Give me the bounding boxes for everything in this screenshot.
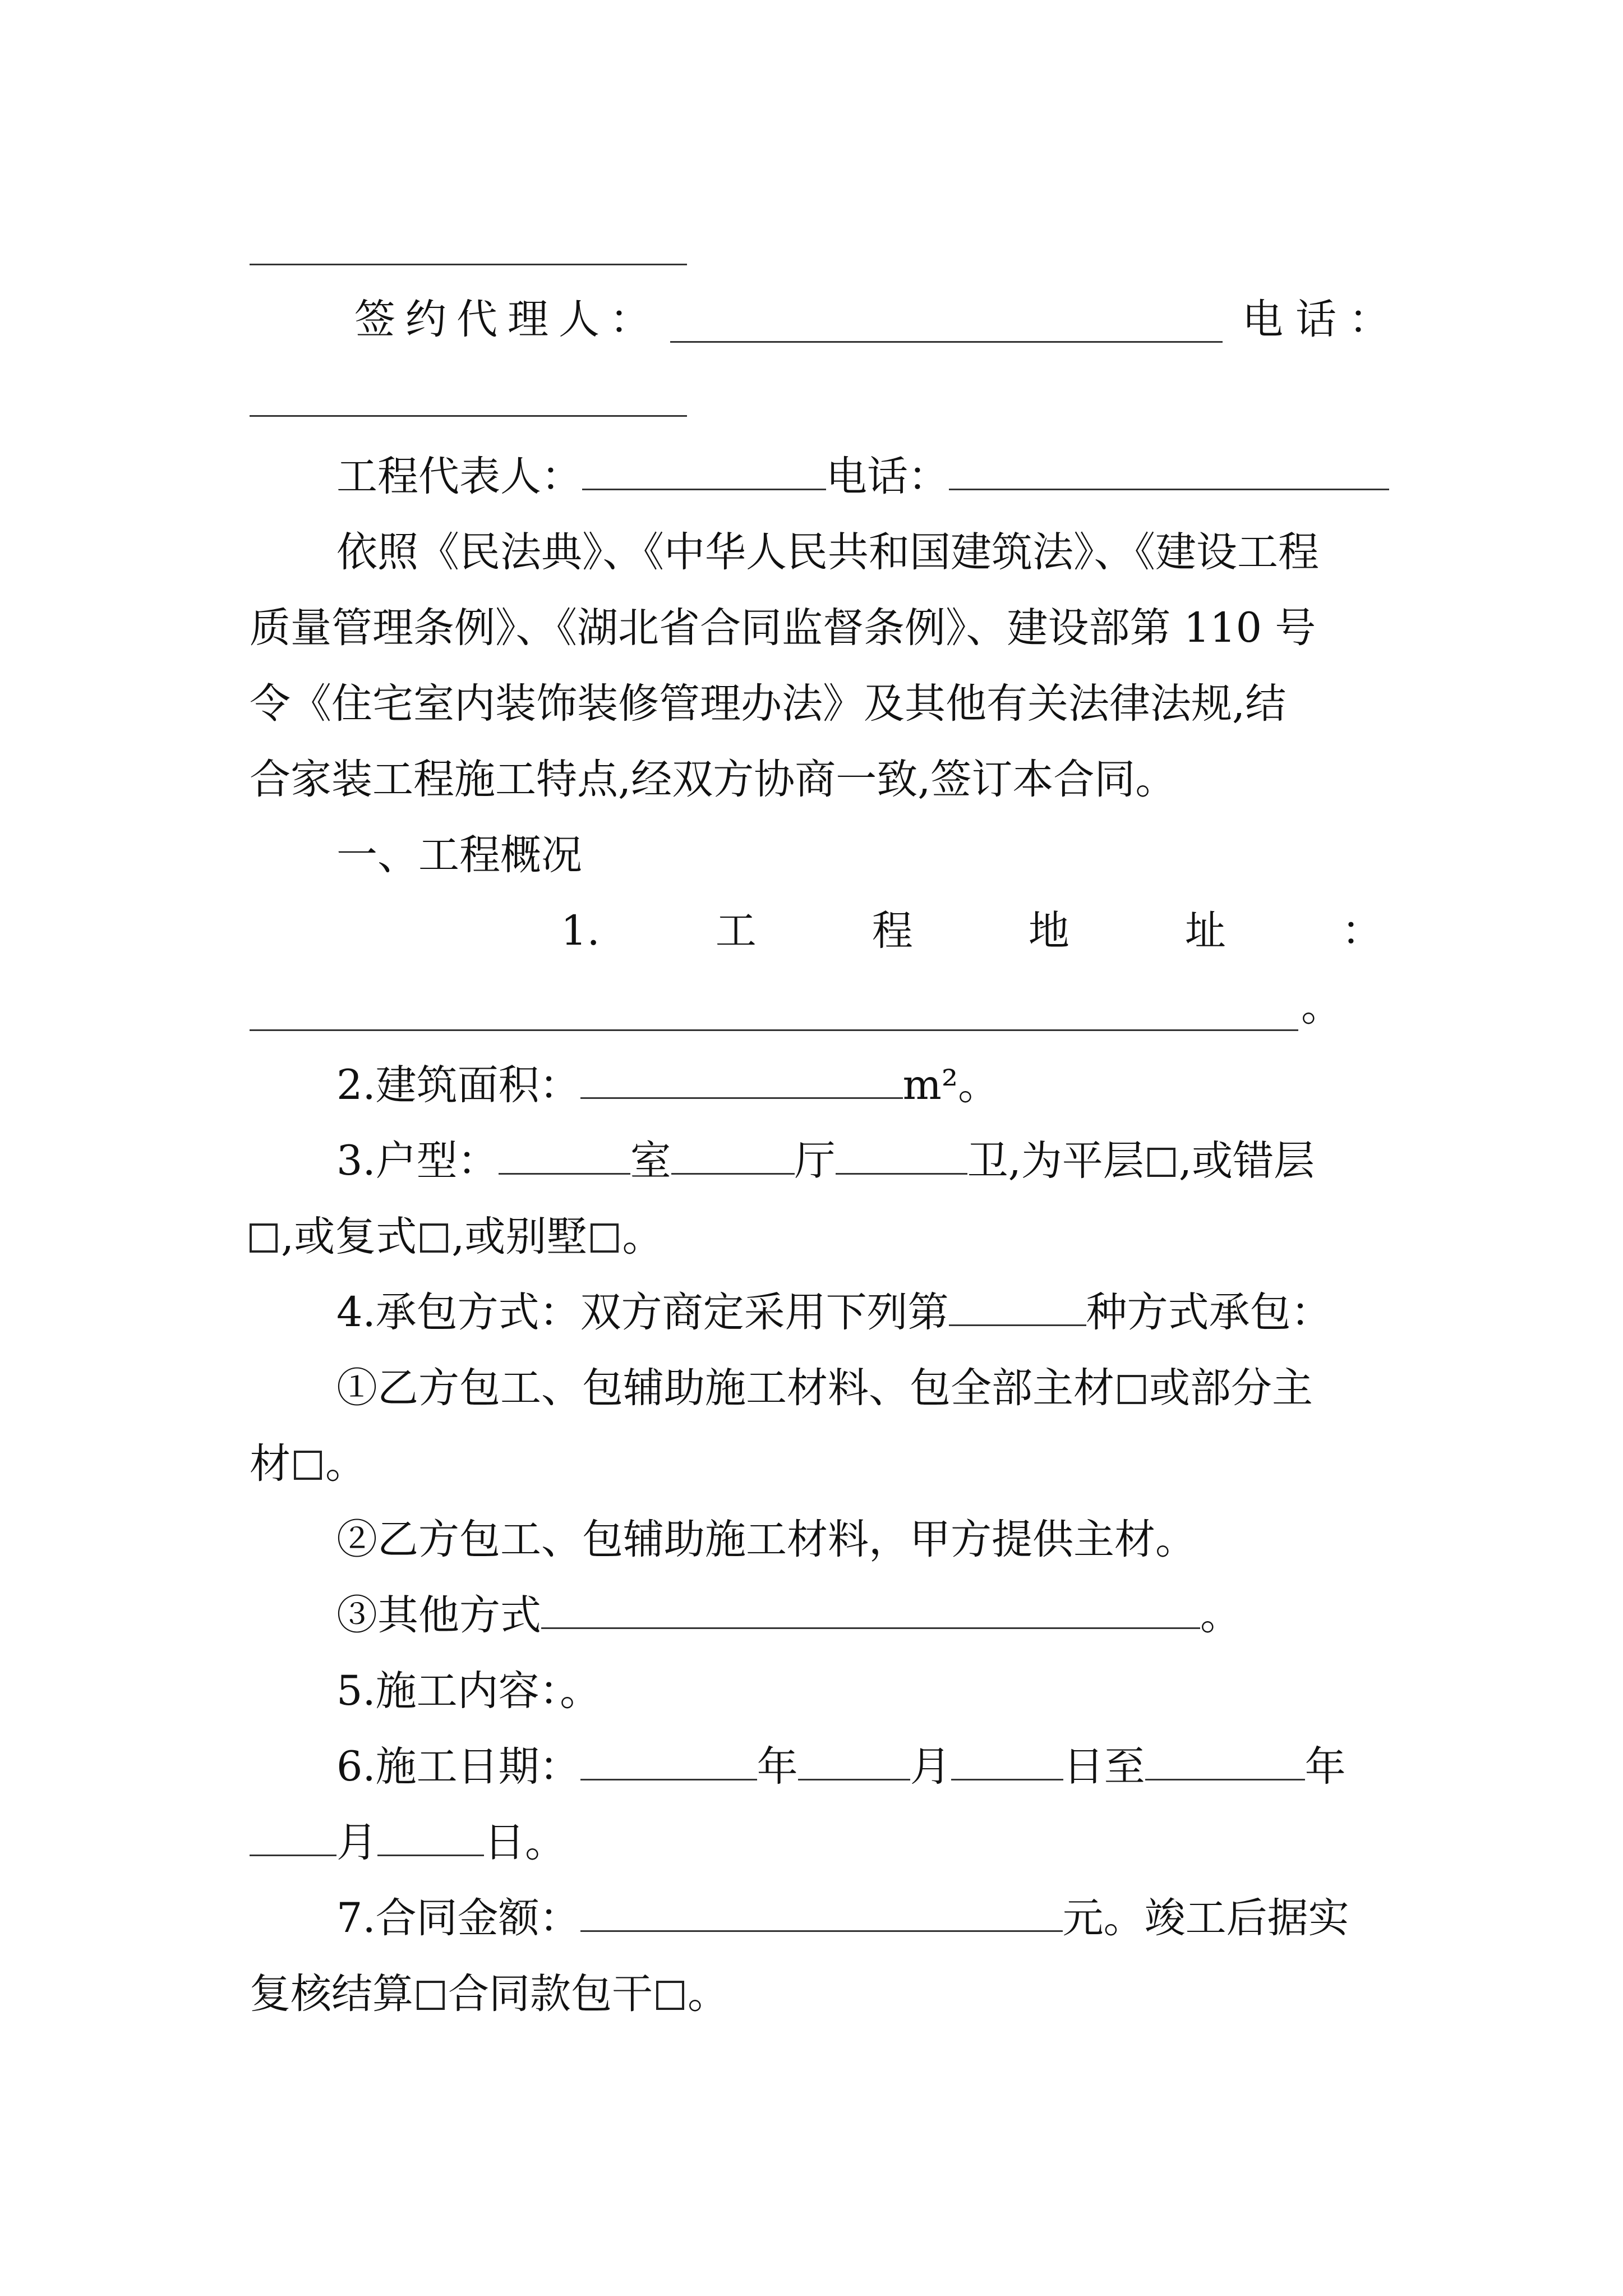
address-char: ： [1341, 907, 1382, 955]
content-line: 5.施工内容：。 [336, 1667, 601, 1715]
villa-checkbox[interactable] [591, 1223, 619, 1253]
start-day-blank[interactable] [951, 1740, 1063, 1780]
option3-end: 。 [1200, 1591, 1241, 1639]
layout-line-2 [250, 1209, 663, 1265]
layout-split: ,或错层 [1178, 1137, 1315, 1185]
signing-agent-blank[interactable] [670, 341, 1223, 343]
signing-phone-blank[interactable] [250, 415, 687, 417]
address-char: 1. [561, 907, 600, 955]
rep-phone-blank[interactable] [949, 449, 1389, 490]
settle-label: 复核结算 [250, 1970, 413, 2018]
contract-line [336, 1285, 1332, 1341]
address-char: 工 [715, 907, 757, 955]
part-material-checkbox[interactable] [294, 1451, 322, 1480]
basis-line-2: 质量管理条例》、《湖北省合同监督条例》、建设部第 110 号 [250, 604, 1316, 652]
contract-blank[interactable] [949, 1285, 1086, 1326]
contract-end: 种方式承包： [1086, 1289, 1332, 1336]
date-line [336, 1739, 1346, 1795]
address-end: 。 [1301, 983, 1342, 1030]
layout-label: 3.户型： [336, 1137, 499, 1185]
signing-agent-label: 签约代理人： [354, 296, 661, 343]
area-label: 2.建筑面积： [336, 1061, 580, 1109]
bath-blank[interactable] [836, 1134, 967, 1175]
option1-end: 。 [325, 1440, 366, 1488]
layout-bath: 卫,为平层 [967, 1137, 1144, 1185]
address-char: 地 [1028, 907, 1069, 955]
end-year-blank[interactable] [1145, 1740, 1305, 1780]
room-blank[interactable] [499, 1134, 630, 1175]
area-blank[interactable] [580, 1058, 903, 1099]
layout-duplex: ,或复式 [281, 1213, 417, 1260]
start-year-blank[interactable] [580, 1740, 757, 1780]
area-unit: m²。 [902, 1061, 999, 1109]
signing-phone-label: 电话： [1242, 296, 1402, 343]
option1-text: ①乙方包工、包辅助施工材料、包全部主材 [336, 1364, 1114, 1412]
amount-text: 元。竣工后据实 [1062, 1894, 1349, 1942]
all-material-checkbox[interactable] [1118, 1375, 1146, 1404]
option3-label: ③其他方式 [336, 1591, 541, 1639]
layout-room: 室 [630, 1137, 671, 1185]
signing-agent-line [354, 292, 661, 348]
option1-text-b: 或部分主 [1149, 1364, 1313, 1412]
basis-line-4: 合家装工程施工特点,经双方协商一致,签订本合同。 [250, 756, 1177, 803]
section-heading: 一、工程概况 [336, 831, 582, 879]
split-checkbox[interactable] [250, 1223, 278, 1253]
option1-text-c: 材 [250, 1440, 291, 1488]
basis-line-3: 令《住宅室内装饰装修管理办法》及其他有关法律法规,结 [250, 680, 1287, 728]
contract-label: 4.承包方式：双方商定采用下列第 [336, 1289, 949, 1336]
option1-line [336, 1360, 1313, 1416]
date-day2: 日。 [484, 1819, 566, 1866]
option2-line: ②乙方包工、包辅助施工材料，甲方提供主材。 [336, 1516, 1196, 1563]
duplex-checkbox[interactable] [420, 1223, 448, 1253]
start-month-blank[interactable] [798, 1740, 910, 1780]
rep-blank[interactable] [582, 449, 826, 490]
layout-end: 。 [622, 1213, 663, 1260]
basis-line-1: 依照《民法典》、《中华人民共和国建筑法》、《建设工程 [336, 528, 1319, 576]
date-line-2 [250, 1815, 566, 1871]
underline [250, 264, 687, 265]
lump-checkbox[interactable] [656, 1981, 684, 2010]
date-to: 日至 [1063, 1743, 1145, 1791]
rep-line [336, 449, 1389, 505]
layout-hall: 厅 [794, 1137, 836, 1185]
date-month: 月 [910, 1743, 951, 1791]
signing-phone-line [1242, 292, 1402, 348]
layout-line [336, 1133, 1315, 1189]
flat-checkbox[interactable] [1147, 1148, 1175, 1177]
lump-label: 合同款包干 [448, 1970, 653, 2018]
address-line [561, 903, 1382, 959]
date-month2: 月 [336, 1819, 377, 1866]
layout-villa: ,或别墅 [451, 1213, 588, 1260]
amount-label: 7.合同金额： [336, 1894, 580, 1942]
end-month-blank[interactable] [250, 1815, 336, 1856]
option3-blank[interactable] [541, 1588, 1200, 1629]
amount-line [336, 1890, 1349, 1947]
date-year2: 年 [1304, 1743, 1346, 1791]
option1-line-2 [250, 1436, 366, 1492]
address-char: 址 [1184, 907, 1226, 955]
settle-checkbox[interactable] [417, 1981, 445, 2010]
end-day-blank[interactable] [377, 1815, 484, 1856]
settle-end: 。 [688, 1970, 728, 2018]
settle-line [250, 1966, 728, 2022]
address-char: 程 [872, 907, 913, 955]
address-blank[interactable] [250, 1029, 1298, 1031]
rep-phone-label: 电话： [826, 453, 949, 500]
area-line [336, 1057, 999, 1114]
rep-label: 工程代表人： [336, 453, 582, 500]
amount-blank[interactable] [580, 1891, 1063, 1932]
option3-line [336, 1588, 1241, 1644]
date-year: 年 [757, 1743, 798, 1791]
hall-blank[interactable] [671, 1134, 795, 1175]
date-label: 6.施工日期： [336, 1743, 580, 1791]
